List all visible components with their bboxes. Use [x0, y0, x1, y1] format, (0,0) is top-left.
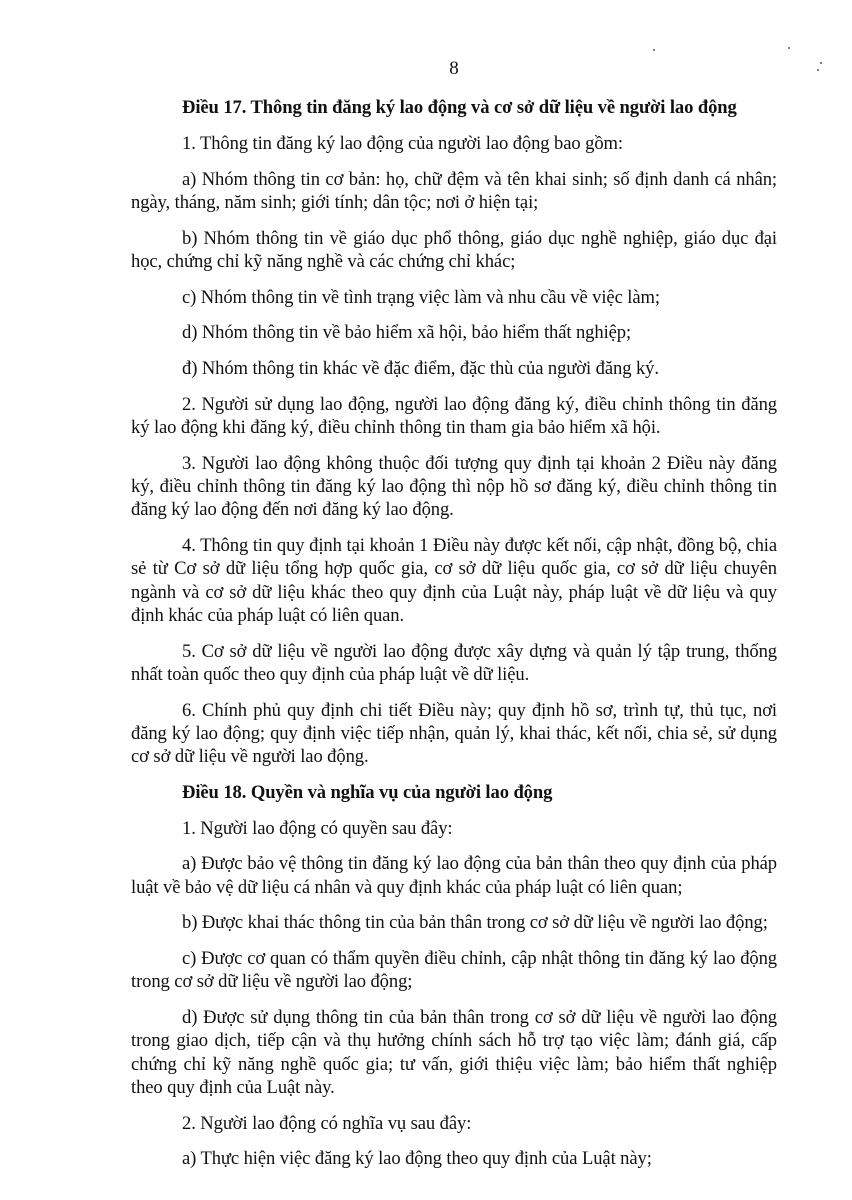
- article-18: [131, 781, 777, 1171]
- clause-paragraph: c) Nhóm thông tin về tình trạng việc làm và nhu cầu về việc làm;: [182, 286, 660, 308]
- clause-paragraph: 3. Người lao động không thuộc đối tượng quy định tại khoản 2 Điều này đăng ký, điều chỉnh thông tin đăng ký lao động thì nộp hồ sơ đăng ký, điều chỉnh thông tin đăng ký lao động đến nơi đăng ký lao động.: [131, 452, 777, 521]
- scan-artifact: [788, 47, 790, 49]
- clause-paragraph: b) Nhóm thông tin về giáo dục phổ thông, giáo dục nghề nghiệp, giáo dục đại học, chứng chỉ kỹ năng nghề và các chứng chỉ khác;: [131, 227, 777, 272]
- clause-paragraph: d) Được sử dụng thông tin của bản thân trong cơ sở dữ liệu về người lao động trong giao dịch, tiếp cận và thụ hưởng chính sách hỗ trợ tạo việc làm; đánh giá, cấp chứng chỉ kỹ năng nghề quốc gia; tư vấn, giới thiệu việc làm; bảo hiểm thất nghiệp theo quy định của Luật này.: [131, 1007, 777, 1098]
- clause-paragraph: b) Được khai thác thông tin của bản thân trong cơ sở dữ liệu về người lao động;: [182, 912, 768, 934]
- document-body: [131, 96, 777, 1183]
- scan-artifact: [653, 49, 655, 51]
- scan-artifact: [817, 69, 819, 71]
- clause-paragraph: 1. Người lao động có quyền sau đây:: [182, 817, 453, 839]
- clause-paragraph: c) Được cơ quan có thẩm quyền điều chỉnh, cập nhật thông tin đăng ký lao động trong cơ sở dữ liệu về người lao động;: [131, 948, 777, 993]
- clause-paragraph: 1. Thông tin đăng ký lao động của người lao động bao gồm:: [182, 132, 623, 154]
- article-17: [131, 96, 777, 768]
- scan-artifact: [820, 62, 822, 64]
- clause-paragraph: 4. Thông tin quy định tại khoản 1 Điều này được kết nối, cập nhật, đồng bộ, chia sẻ từ Cơ sở dữ liệu tổng hợp quốc gia, cơ sở dữ liệu quốc gia, cơ sở dữ liệu chuyên ngành và cơ sở dữ liệu khác theo quy định của Luật này, pháp luật về dữ liệu và quy định khác của pháp luật có liên quan.: [131, 535, 777, 626]
- clause-paragraph: a) Thực hiện việc đăng ký lao động theo quy định của Luật này;: [182, 1148, 652, 1170]
- clause-paragraph: a) Được bảo vệ thông tin đăng ký lao động của bản thân theo quy định của pháp luật về bảo vệ dữ liệu cá nhân và quy định khác của pháp luật có liên quan;: [131, 853, 777, 898]
- clause-paragraph: 2. Người sử dụng lao động, người lao động đăng ký, điều chỉnh thông tin đăng ký lao động khi đăng ký, điều chỉnh thông tin tham gia bảo hiểm xã hội.: [131, 393, 777, 439]
- article-heading: Điều 17. Thông tin đăng ký lao động và cơ sở dữ liệu về người lao động: [182, 97, 737, 118]
- clause-paragraph: 5. Cơ sở dữ liệu về người lao động được xây dựng và quản lý tập trung, thống nhất toàn quốc theo quy định của pháp luật về dữ liệu.: [131, 640, 777, 685]
- clause-paragraph: đ) Nhóm thông tin khác về đặc điểm, đặc thù của người đăng ký.: [182, 358, 659, 380]
- clause-paragraph: 2. Người lao động có nghĩa vụ sau đây:: [182, 1112, 472, 1134]
- page-number: 8: [449, 58, 459, 79]
- clause-paragraph: 6. Chính phủ quy định chi tiết Điều này; quy định hồ sơ, trình tự, thủ tục, nơi đăng ký lao động; quy định việc tiếp nhận, quản lý, khai thác, kết nối, chia sẻ, sử dụng cơ sở dữ liệu về người lao động.: [131, 699, 777, 767]
- clause-paragraph: d) Nhóm thông tin về bảo hiểm xã hội, bảo hiểm thất nghiệp;: [182, 322, 632, 344]
- article-heading: Điều 18. Quyền và nghĩa vụ của người lao động: [182, 781, 553, 803]
- clause-paragraph: a) Nhóm thông tin cơ bản: họ, chữ đệm và tên khai sinh; số định danh cá nhân; ngày, tháng, năm sinh; giới tính; dân tộc; nơi ở hiện tại;: [131, 168, 777, 213]
